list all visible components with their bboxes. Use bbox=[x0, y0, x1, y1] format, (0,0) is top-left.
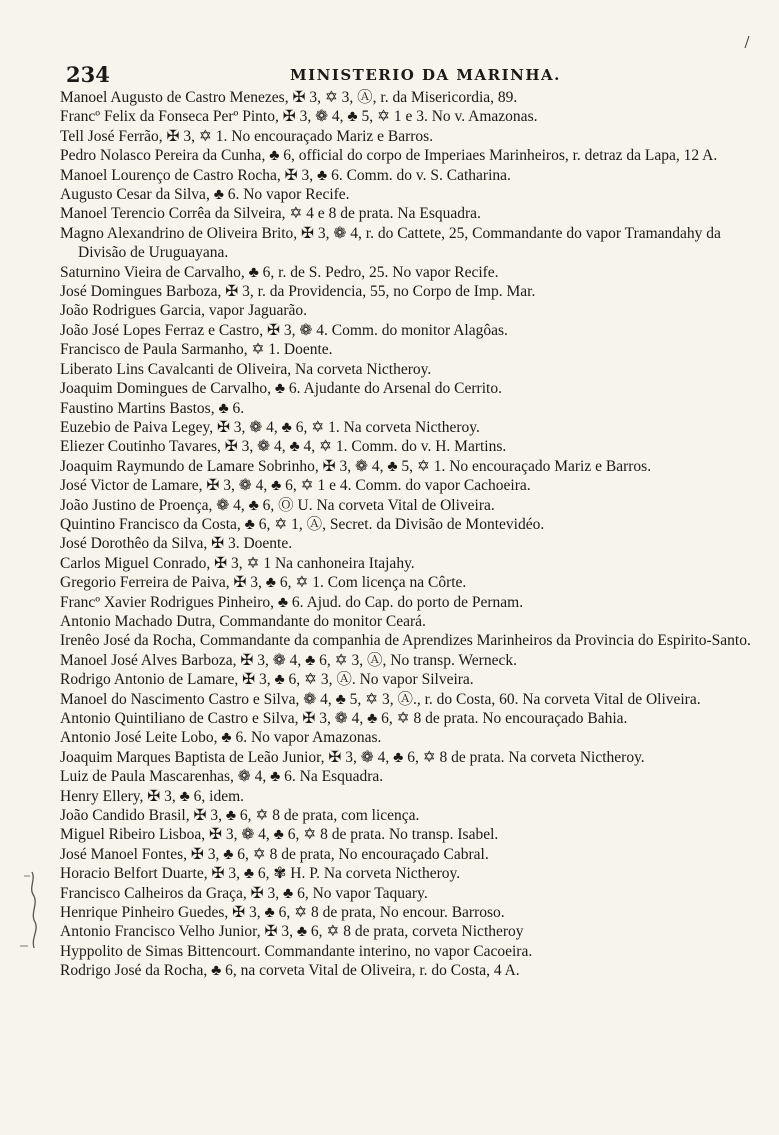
ink-mark bbox=[744, 36, 750, 48]
list-entry: Rodrigo Antonio de Lamare, ✠ 3, ♣ 6, ✡ 3, Ⓐ. No vapor Silveira. bbox=[60, 671, 474, 689]
list-entry: Irenêo José da Rocha, Commandante da companhia de Aprendizes Marinheiros da Provincia do Espirito-Santo. bbox=[60, 632, 751, 650]
list-entry: Eliezer Coutinho Tavares, ✠ 3, ❁ 4, ♣ 4, ✡ 1. Comm. do v. H. Martins. bbox=[60, 438, 507, 456]
list-entry: Francº Felix da Fonseca Perº Pinto, ✠ 3, ❁ 4, ♣ 5, ✡ 1 e 3. No v. Amazonas. bbox=[60, 108, 538, 126]
list-entry: Faustino Martins Bastos, ♣ 6. bbox=[60, 399, 245, 417]
list-entry: José Manoel Fontes, ✠ 3, ♣ 6, ✡ 8 de prata, No encouraçado Cabral. bbox=[60, 845, 489, 863]
list-entry: Francisco Calheiros da Graça, ✠ 3, ♣ 6, No vapor Taquary. bbox=[60, 884, 428, 902]
list-entry: Carlos Miguel Conrado, ✠ 3, ✡ 1 Na canhoneira Itajahy. bbox=[60, 554, 415, 572]
list-entry: Euzebio de Paiva Legey, ✠ 3, ❁ 4, ♣ 6, ✡ 1. Na corveta Nictheroy. bbox=[60, 418, 480, 436]
list-entry: João Rodrigues Garcia, vapor Jaguarão. bbox=[60, 302, 308, 320]
list-entry: Antonio José Leite Lobo, ♣ 6. No vapor Amazonas. bbox=[60, 729, 382, 747]
list-entry: Joaquim Marques Baptista de Leão Junior, ✠ 3, ❁ 4, ♣ 6, ✡ 8 de prata. Na corveta Nictheroy. bbox=[60, 748, 645, 766]
list-entry: João Candido Brasil, ✠ 3, ♣ 6, ✡ 8 de prata, com licença. bbox=[60, 807, 420, 825]
list-entry: Manoel Augusto de Castro Menezes, ✠ 3, ✡ 3, Ⓐ, r. da Misericordia, 89. bbox=[60, 89, 518, 106]
list-entry: Horacio Belfort Duarte, ✠ 3, ♣ 6, ✾ H. P. Na corveta Nictheroy. bbox=[60, 865, 461, 883]
list-entry: João José Lopes Ferraz e Castro, ✠ 3, ❁ 4. Comm. do monitor Alagôas. bbox=[60, 321, 508, 339]
officer-list bbox=[60, 88, 760, 981]
running-head: MINISTERIO DA MARINHA. bbox=[290, 66, 561, 84]
list-entry: Hyppolito de Simas Bittencourt. Commandante interino, no vapor Cacoeira. bbox=[60, 942, 533, 960]
list-entry: Antonio Quintiliano de Castro e Silva, ✠ 3, ❁ 4, ♣ 6, ✡ 8 de prata. No encouraçado Bahia. bbox=[60, 710, 628, 727]
list-entry: José Dorothêo da Silva, ✠ 3. Doente. bbox=[60, 535, 293, 553]
list-entry: Luiz de Paula Mascarenhas, ❁ 4, ♣ 6. Na Esquadra. bbox=[60, 768, 384, 786]
page-header bbox=[60, 62, 750, 86]
list-entry: Pedro Nolasco Pereira da Cunha, ♣ 6, official do corpo de Imperiaes Marinheiros, r. detraz da Lapa, 12 A. bbox=[60, 147, 718, 165]
list-entry: João Justino de Proença, ❁ 4, ♣ 6, Ⓞ U. Na corveta Vital de Oliveira. bbox=[60, 496, 495, 514]
list-entry: José Domingues Barboza, ✠ 3, r. da Providencia, 55, no Corpo de Imp. Mar. bbox=[60, 283, 536, 301]
list-entry: Antonio Francisco Velho Junior, ✠ 3, ♣ 6, ✡ 8 de prata, corveta Nictheroy bbox=[60, 923, 524, 941]
list-entry: Tell José Ferrão, ✠ 3, ✡ 1. No encouraçado Mariz e Barros. bbox=[60, 127, 434, 145]
margin-scribble-mark bbox=[18, 870, 44, 950]
list-entry: Francº Xavier Rodrigues Pinheiro, ♣ 6. Ajud. do Cap. do porto de Pernam. bbox=[60, 593, 524, 611]
list-entry: Gregorio Ferreira de Paiva, ✠ 3, ♣ 6, ✡ 1. Com licença na Côrte. bbox=[60, 574, 467, 592]
list-entry: Manoel José Alves Barboza, ✠ 3, ❁ 4, ♣ 6, ✡ 3, Ⓐ, No transp. Werneck. bbox=[60, 651, 517, 669]
list-entry: Manoel Lourenço de Castro Rocha, ✠ 3, ♣ 6. Comm. do v. S. Catharina. bbox=[60, 166, 511, 184]
list-entry: Manoel Terencio Corrêa da Silveira, ✡ 4 e 8 de prata. Na Esquadra. bbox=[60, 205, 481, 223]
list-entry: Saturnino Vieira de Carvalho, ♣ 6, r. de S. Pedro, 25. No vapor Recife. bbox=[60, 263, 499, 281]
list-entry: Francisco de Paula Sarmanho, ✡ 1. Doente. bbox=[60, 341, 333, 359]
list-entry: Henry Ellery, ✠ 3, ♣ 6, idem. bbox=[60, 787, 245, 805]
list-entry: Quintino Francisco da Costa, ♣ 6, ✡ 1, Ⓐ, Secret. da Divisão de Montevidéo. bbox=[60, 515, 545, 533]
list-entry: Rodrigo José da Rocha, ♣ 6, na corveta Vital de Oliveira, r. do Costa, 4 A. bbox=[60, 962, 520, 980]
list-entry: Antonio Machado Dutra, Commandante do monitor Ceará. bbox=[60, 612, 426, 630]
list-entry: Liberato Lins Cavalcanti de Oliveira, Na corveta Nictheroy. bbox=[60, 360, 432, 378]
list-entry: Magno Alexandrino de Oliveira Brito, ✠ 3, ❁ 4, r. do Cattete, 25, Commandante do vapor Tramandahy da Divisão de Uruguayana. bbox=[60, 224, 721, 262]
list-entry: José Victor de Lamare, ✠ 3, ❁ 4, ♣ 6, ✡ 1 e 4. Comm. do vapor Cachoeira. bbox=[60, 477, 531, 495]
list-entry: Joaquim Domingues de Carvalho, ♣ 6. Ajudante do Arsenal do Cerrito. bbox=[60, 380, 502, 398]
list-entry: Miguel Ribeiro Lisboa, ✠ 3, ❁ 4, ♣ 6, ✡ 8 de prata. No transp. Isabel. bbox=[60, 826, 499, 844]
list-entry: Henrique Pinheiro Guedes, ✠ 3, ♣ 6, ✡ 8 de prata, No encour. Barroso. bbox=[60, 904, 505, 922]
list-entry: Joaquim Raymundo de Lamare Sobrinho, ✠ 3, ❁ 4, ♣ 5, ✡ 1. No encouraçado Mariz e Barros. bbox=[60, 457, 652, 475]
page-number: 234 bbox=[66, 62, 110, 87]
list-entry: Manoel do Nascimento Castro e Silva, ❁ 4, ♣ 5, ✡ 3, Ⓐ., r. do Costa, 60. Na corveta Vital de Oliveira. bbox=[60, 690, 701, 708]
list-entry: Augusto Cesar da Silva, ♣ 6. No vapor Recife. bbox=[60, 186, 350, 204]
